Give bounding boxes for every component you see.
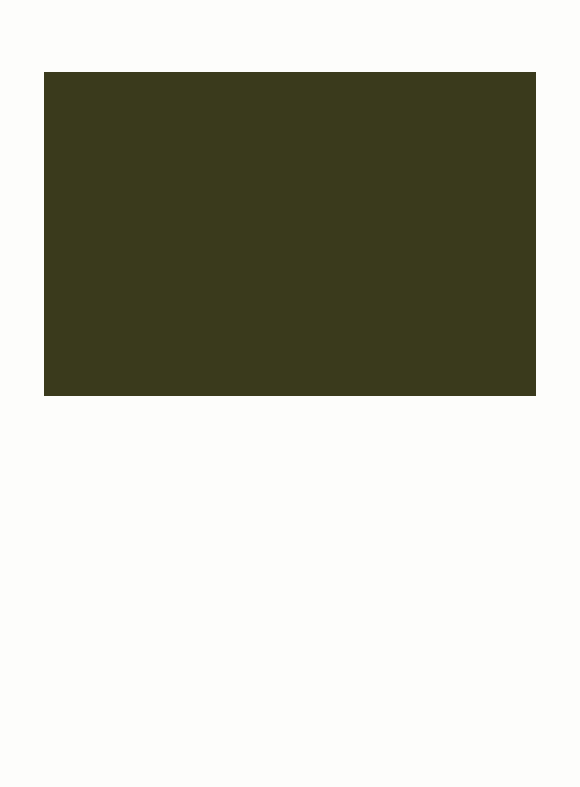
- forest-road-image: [44, 72, 536, 396]
- article-paragraph-last: [297, 478, 535, 489]
- article-column-right: [297, 478, 535, 489]
- aerial-forest-road-photo: [44, 72, 536, 396]
